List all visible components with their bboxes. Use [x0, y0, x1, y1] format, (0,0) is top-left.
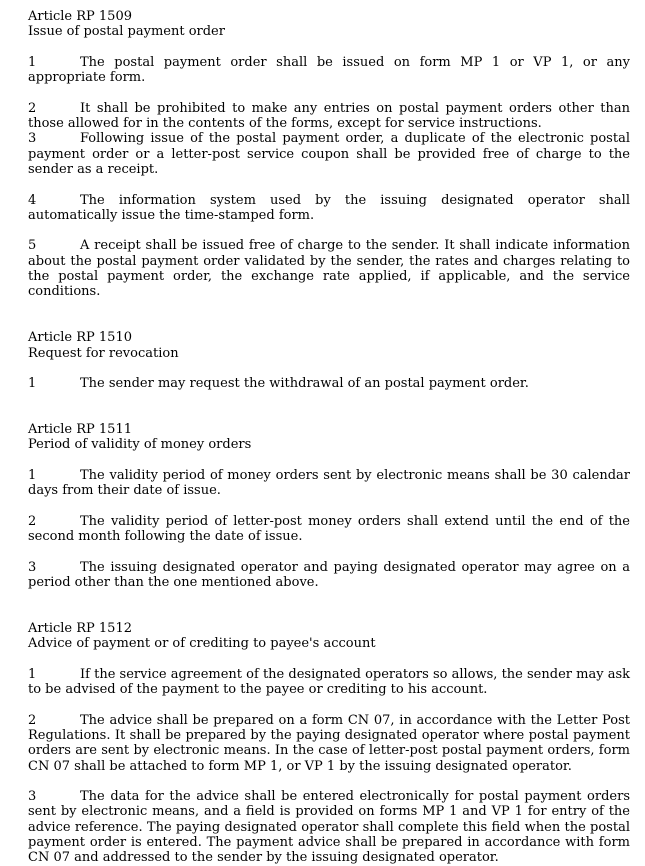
paragraph-number: 3	[28, 789, 37, 805]
paragraph-number: 3	[28, 131, 37, 147]
article-title: Article RP 1511	[28, 422, 132, 438]
paragraph-text: The issuing designated operator and paying designated operator may agree on a period other than the one mentioned above.	[28, 559, 630, 590]
paragraph	[28, 789, 630, 865]
paragraph	[28, 468, 630, 499]
paragraph-number: 1	[28, 467, 37, 483]
paragraph-number: 2	[28, 712, 37, 728]
paragraph-number: 1	[28, 54, 37, 70]
paragraph-text: The validity period of letter-post money orders shall extend until the end of the second month following the date of issue.	[28, 513, 630, 545]
article-subtitle: Advice of payment or of crediting to payee's account	[28, 636, 376, 652]
paragraph-number: 5	[28, 238, 37, 254]
paragraph-number: 1	[28, 376, 37, 392]
paragraph-number: 2	[28, 100, 37, 116]
article-rp-1509	[28, 9, 630, 300]
article-rp-1510	[28, 330, 630, 391]
paragraph	[28, 101, 630, 132]
paragraph-number: 1	[28, 666, 37, 682]
article-rp-1511	[28, 422, 630, 590]
paragraph	[28, 131, 630, 177]
paragraph	[28, 514, 630, 545]
article-subtitle: Period of validity of money orders	[28, 437, 252, 453]
paragraph	[28, 238, 630, 299]
paragraph-text: A receipt shall be issued free of charge to the sender. It shall indicate information about the postal payment order validated by the sender, the rates and charges relating to the postal payment order, the exchange rate applied, if applicable, and the service conditions.	[28, 238, 630, 300]
article-title: Article RP 1510	[28, 330, 132, 346]
paragraph-number: 2	[28, 513, 37, 529]
paragraph-number: 4	[28, 192, 37, 208]
article-title: Article RP 1509	[28, 9, 132, 24]
paragraph-number: 3	[28, 559, 37, 575]
paragraph	[28, 55, 630, 86]
paragraph	[28, 667, 630, 698]
paragraph	[28, 560, 630, 591]
document-page	[28, 9, 630, 866]
article-title: Article RP 1512	[28, 620, 132, 636]
paragraph-text: It shall be prohibited to make any entries on postal payment orders other than those allowed for in the contents of the forms, except for service instructions.	[28, 100, 630, 132]
paragraph-text: If the service agreement of the designated operators so allows, the sender may ask to be advised of the payment to the payee or crediting to his account.	[28, 666, 630, 698]
paragraph-text: The advice shall be prepared on a form CN 07, in accordance with the Letter Post Regulations. It shall be prepared by the paying designated operator where postal payment orders are sent by electronic means. In the case of letter-post postal payment orders, form CN 07 shall be attached to form MP 1, or VP 1 by the issuing designated operator.	[28, 712, 630, 774]
paragraph-text: Following issue of the postal payment order, a duplicate of the electronic postal payment order or a letter-post service coupon shall be provided free of charge to the sender as a receipt.	[28, 131, 630, 177]
article-rp-1512	[28, 621, 630, 866]
paragraph	[28, 376, 630, 391]
article-subtitle: Issue of postal payment order	[28, 24, 225, 40]
paragraph-text: The information system used by the issuing designated operator shall automatically issue the time-stamped form.	[28, 192, 630, 223]
paragraph-text: The validity period of money orders sent by electronic means shall be 30 calendar days from their date of issue.	[28, 467, 630, 499]
paragraph	[28, 193, 630, 224]
article-subtitle: Request for revocation	[28, 345, 179, 361]
paragraph	[28, 713, 630, 774]
paragraph-text: The postal payment order shall be issued on form MP 1 or VP 1, or any appropriate form.	[28, 54, 630, 86]
paragraph-text: The data for the advice shall be entered electronically for postal payment orders sent by electronic means, and a field is provided on forms MP 1 and VP 1 for entry of the advice reference. The paying designated operator shall complete this field when the postal payment order is entered. The payment advice shall be prepared in accordance with form CN 07 and addressed to the sender by the issuing designated operator.	[28, 789, 630, 866]
paragraph-text: The sender may request the withdrawal of an postal payment order.	[80, 376, 529, 392]
